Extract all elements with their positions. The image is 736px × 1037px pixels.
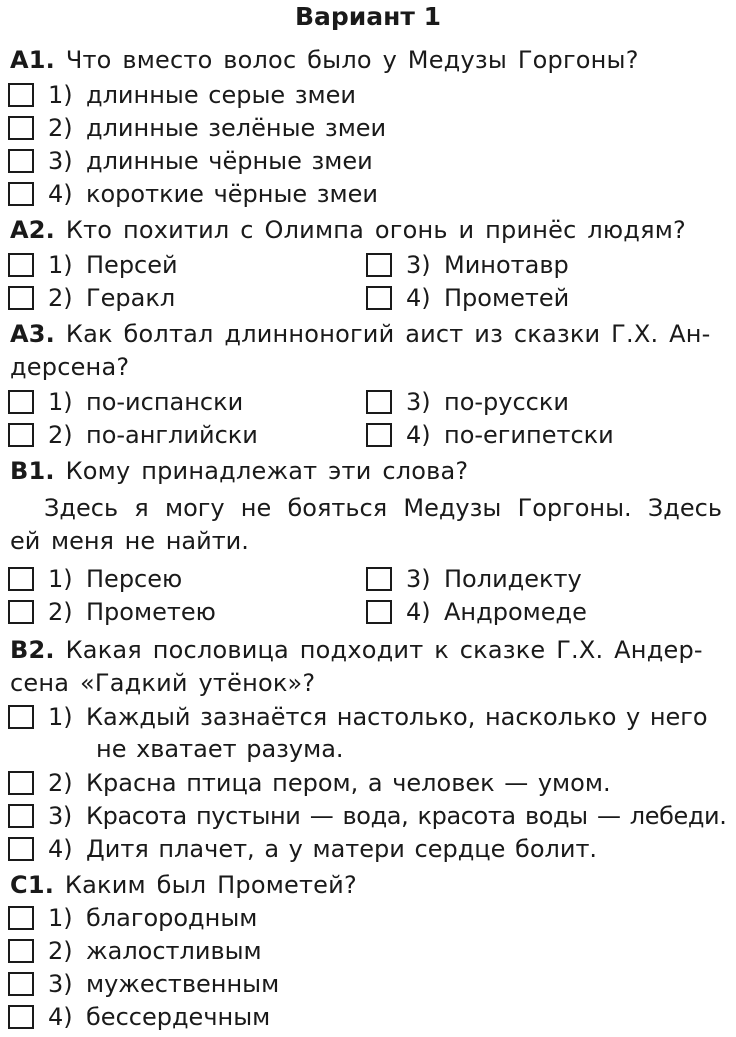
checkbox[interactable] — [8, 182, 34, 206]
option-a2-2[interactable]: 2) Геракл — [8, 283, 175, 313]
option-a3-3[interactable]: 3) по-русски — [366, 387, 569, 417]
question-a2 — [10, 214, 722, 247]
option-c1-3[interactable]: 3) мужественным — [8, 969, 279, 999]
question-text: Какая пословица подходит к сказке Г.Х. Андер- — [65, 636, 703, 664]
question-text: Каким был Прометей? — [64, 871, 357, 899]
option-b2-2[interactable]: 2) Красна птица пером, а человек — умом. — [8, 768, 611, 798]
question-number: А1. — [10, 46, 55, 74]
checkbox[interactable] — [8, 567, 34, 591]
quote-text: Здесь я могу не бояться Медузы Горгоны. Здесь ей меня не найти. — [10, 494, 722, 555]
checkbox[interactable] — [8, 939, 34, 963]
option-a1-3[interactable]: 3) длинные чёрные змеи — [8, 146, 373, 176]
checkbox[interactable] — [366, 423, 392, 447]
page-title: Вариант 1 — [294, 2, 442, 31]
checkbox[interactable] — [8, 286, 34, 310]
checkbox[interactable] — [8, 972, 34, 996]
option-b1-2[interactable]: 2) Прометею — [8, 597, 216, 627]
question-text: Как болтал длинноногий аист из сказки Г.Х. Ан- — [65, 320, 711, 348]
option-a1-2[interactable]: 2) длинные зелёные змеи — [8, 113, 386, 143]
question-text: Кому принадлежат эти слова? — [65, 457, 469, 485]
option-a3-4[interactable]: 4) по-египетски — [366, 420, 614, 450]
option-a2-3[interactable]: 3) Минотавр — [366, 250, 569, 280]
checkbox[interactable] — [8, 390, 34, 414]
question-number: А2. — [10, 216, 55, 244]
checkbox[interactable] — [8, 423, 34, 447]
checkbox[interactable] — [8, 771, 34, 795]
option-b2-4[interactable]: 4) Дитя плачет, а у матери сердце болит. — [8, 834, 597, 864]
option-a1-1[interactable]: 1) длинные серые змеи — [8, 80, 356, 110]
option-a2-1[interactable]: 1) Персей — [8, 250, 178, 280]
question-b1 — [10, 455, 722, 488]
checkbox[interactable] — [8, 116, 34, 140]
option-b2-1-continued: не хватает разума. — [96, 735, 344, 763]
question-text: Кто похитил с Олимпа огонь и принёс людям? — [65, 216, 686, 244]
checkbox[interactable] — [8, 83, 34, 107]
question-text-continued: сена «Гадкий утёнок»? — [10, 669, 316, 697]
question-text-continued: дерсена? — [10, 353, 130, 381]
question-text: Что вместо волос было у Медузы Горгоны? — [65, 46, 639, 74]
question-number: В1. — [10, 457, 55, 485]
checkbox[interactable] — [8, 705, 34, 729]
checkbox[interactable] — [366, 253, 392, 277]
checkbox[interactable] — [8, 837, 34, 861]
question-number: С1. — [10, 871, 55, 899]
option-c1-4[interactable]: 4) бессердечным — [8, 1002, 270, 1032]
checkbox[interactable] — [8, 149, 34, 173]
option-b1-4[interactable]: 4) Андромеде — [366, 597, 587, 627]
checkbox[interactable] — [8, 600, 34, 624]
checkbox[interactable] — [366, 286, 392, 310]
checkbox[interactable] — [8, 253, 34, 277]
option-b1-1[interactable]: 1) Персею — [8, 564, 182, 594]
option-b2-1[interactable]: 1) Каждый зазнаётся настолько, насколько у него — [8, 702, 708, 732]
option-a3-1[interactable]: 1) по-испански — [8, 387, 243, 417]
checkbox[interactable] — [8, 906, 34, 930]
question-c1 — [10, 869, 722, 902]
option-a2-4[interactable]: 4) Прометей — [366, 283, 569, 313]
checkbox[interactable] — [366, 600, 392, 624]
option-c1-1[interactable]: 1) благородным — [8, 903, 257, 933]
question-a3 — [10, 318, 722, 384]
question-a1 — [10, 44, 722, 77]
option-b1-3[interactable]: 3) Полидекту — [366, 564, 582, 594]
option-a3-2[interactable]: 2) по-английски — [8, 420, 258, 450]
question-number: А3. — [10, 320, 55, 348]
option-a1-4[interactable]: 4) короткие чёрные змеи — [8, 179, 378, 209]
option-b2-3[interactable]: 3) Красота пустыни — вода, красота воды — лебеди. — [8, 801, 726, 831]
checkbox[interactable] — [8, 1005, 34, 1029]
question-number: В2. — [10, 636, 55, 664]
option-c1-2[interactable]: 2) жалостливым — [8, 936, 262, 966]
checkbox[interactable] — [8, 804, 34, 828]
checkbox[interactable] — [366, 390, 392, 414]
checkbox[interactable] — [366, 567, 392, 591]
question-b2 — [10, 634, 722, 700]
